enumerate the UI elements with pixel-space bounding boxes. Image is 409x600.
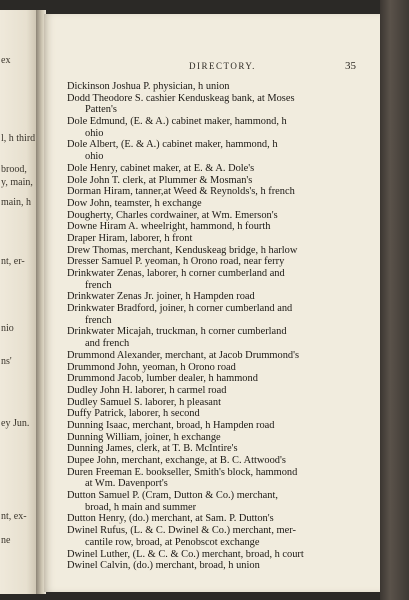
directory-entry-line: Dutton Samuel P. (Cram, Dutton & Co.) merchant, (67, 490, 278, 502)
book-cover-edge (380, 0, 409, 600)
directory-entry-line: Dole Henry, cabinet maker, at E. & A. Dole's (67, 162, 255, 174)
left-page-text-fragment: ns' (1, 356, 12, 367)
directory-entry-line: Dwinel Calvin, (do.) merchant, broad, h union (67, 560, 260, 572)
left-page-text-fragment: y, main, (1, 177, 33, 188)
directory-entries (67, 81, 353, 572)
directory-entry-line: Dole John T. clerk, at Plummer & Mosman's (67, 174, 253, 186)
entry-continuation-line: ohio (85, 127, 104, 139)
entry-continuation-line: and french (85, 338, 130, 350)
directory-entry-line: Duffy Patrick, laborer, h second (67, 408, 200, 420)
left-page-text-fragment: main, h (1, 197, 31, 208)
directory-entry-line: Dwinel Luther, (L. & C. & Co.) merchant, broad, h court (67, 548, 304, 560)
page-header (44, 60, 356, 74)
directory-entry-line: Dwinel Rufus, (L. & C. Dwinel & Co.) merchant, mer- (67, 525, 296, 537)
directory-entry-line: Dole Edmund, (E. & A.) cabinet maker, hammond, h (67, 116, 287, 128)
running-head: DIRECTORY. (189, 61, 256, 71)
entry-continuation-line: cantile row, broad, at Penobscot exchange (85, 536, 260, 548)
left-page-text-fragment: nt, ex- (1, 511, 27, 522)
directory-entry-line: Dole Albert, (E. & A.) cabinet maker, hammond, h (67, 139, 278, 151)
directory-entry-line: Drummond John, yeoman, h Orono road (67, 361, 236, 373)
left-page-text-fragment: nt, er- (1, 256, 25, 267)
directory-entry-line: Dow John, teamster, h exchange (67, 197, 202, 209)
directory-entry-line: Dougherty, Charles cordwainer, at Wm. Emerson's (67, 209, 278, 221)
left-page-text-fragment: ex (1, 55, 11, 66)
directory-entry-line: Dupee John, merchant, exchange, at B. C. Attwood's (67, 455, 286, 466)
directory-entry-line: Dorman Hiram, tanner,at Weed & Reynolds's, h french (67, 186, 295, 198)
directory-entry-line: Drummond Alexander, merchant, at Jacob Drummond's (67, 349, 300, 361)
left-page-text-fragment: ey Jun. (1, 418, 30, 429)
directory-entry-line: Dutton Henry, (do.) merchant, at Sam. P. Dutton's (67, 513, 274, 525)
entry-continuation-line: ohio (85, 151, 104, 163)
directory-entry-line: Drinkwater Zenas Jr. joiner, h Hampden road (67, 291, 255, 303)
entry-continuation-line: Patten's (85, 104, 117, 116)
directory-entry-line: Dresser Samuel P. yeoman, h Orono road, near ferry (67, 256, 285, 268)
directory-entry-line: Dudley John H. laborer, h carmel road (67, 384, 227, 396)
page-number: 35 (345, 60, 356, 72)
directory-entry-line: Drinkwater Bradford, joiner, h corner cumberland and (67, 303, 293, 315)
directory-entry-line: Drummond Jacob, lumber dealer, h hammond (67, 373, 258, 385)
left-page-text-fragment: ne (1, 535, 11, 546)
directory-entry-line: Duren Freeman E. bookseller, Smith's block, hammond (67, 466, 298, 478)
directory-entry-line: Draper Hiram, laborer, h front (67, 232, 193, 244)
left-page (0, 10, 38, 594)
left-page-text-fragment: l, h third (1, 133, 36, 144)
directory-entry-line: Dudley Samuel S. laborer, h pleasant (67, 396, 221, 408)
directory-entry-line: Dodd Theodore S. cashier Kenduskeag bank, at Moses (67, 92, 295, 104)
entry-continuation-line: french (85, 314, 112, 326)
directory-entry-line: Dunning William, joiner, h exchange (67, 431, 221, 443)
left-page-text-fragment: brood, (1, 164, 27, 175)
left-page-text-fragment: nio (1, 323, 14, 334)
directory-entry-line: Dunning James, clerk, at T. B. McIntire's (67, 443, 238, 455)
directory-entry-line: Downe Hiram A. wheelright, hammond, h fourth (67, 221, 271, 233)
entry-continuation-line: broad, h main and summer (85, 501, 197, 513)
directory-entry-line: Drinkwater Micajah, truckman, h corner cumberland (67, 326, 287, 338)
directory-entry-line: Dickinson Joshua P. physician, h union (67, 81, 230, 92)
directory-entry-line: Drinkwater Zenas, laborer, h corner cumberland and (67, 268, 285, 279)
directory-entry-line: Dunning Isaac, merchant, broad, h Hampden road (67, 419, 275, 431)
directory-entry-line: Drew Thomas, merchant, Kenduskeag bridge, h harlow (67, 244, 298, 256)
entry-continuation-line: at Wm. Davenport's (85, 478, 168, 490)
entry-continuation-line: french (85, 279, 112, 291)
